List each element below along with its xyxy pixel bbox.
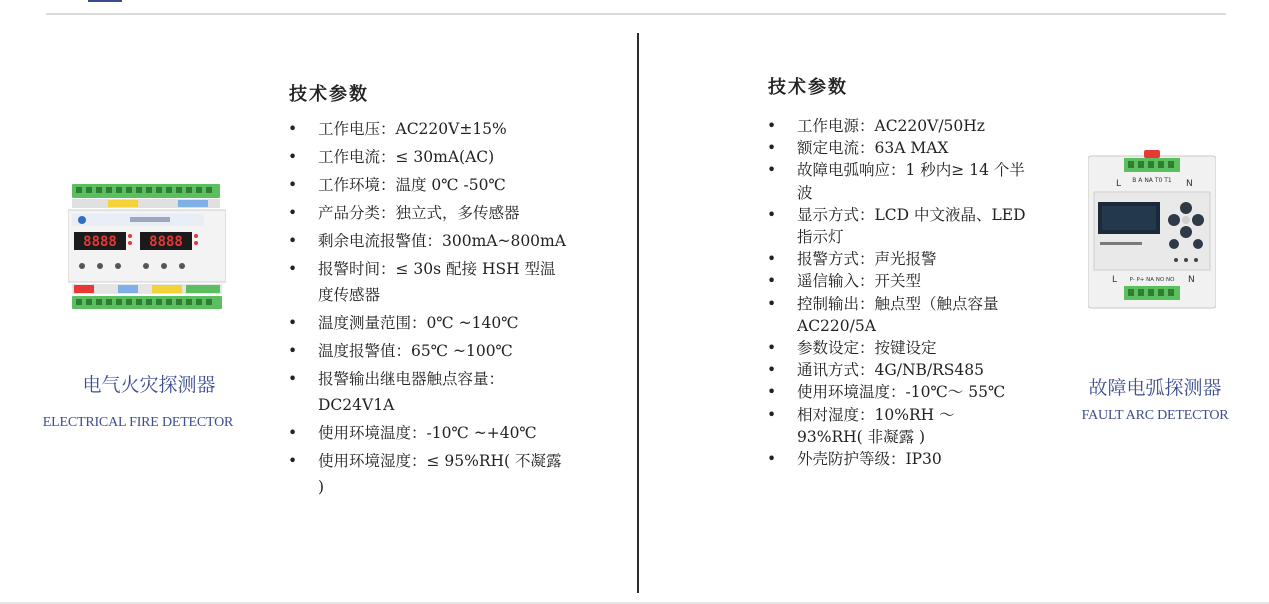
spec-item: • 产品分类：独立式，多传感器	[288, 200, 578, 226]
fault-arc-detector-image	[1088, 150, 1216, 310]
efd-display-right: 8888	[149, 234, 183, 250]
fad-terminal-bottom-label: P- P+ NA NO NO	[1129, 277, 1175, 283]
spec-item: • 工作环境：温度 0℃ -50℃	[288, 172, 578, 198]
top-tab-indicator	[88, 0, 122, 2]
spec-item: • 相对湿度：10%RH ～ 93%RH( 非凝露 )	[767, 404, 997, 448]
right-spec-list	[767, 115, 1042, 470]
efd-display-left: 8888	[83, 234, 117, 250]
fad-label-l-bottom: L	[1112, 275, 1118, 285]
right-spec-title: 技术参数	[768, 77, 848, 98]
spec-item: • 控制输出：触点型（触点容量 AC220/5A	[767, 293, 1042, 337]
left-product-name-cn: 电气火灾探测器	[82, 374, 216, 396]
spec-item: • 使用环境温度：-10℃ ~+40℃	[288, 420, 578, 446]
spec-item: • 外壳防护等级：IP30	[767, 448, 1042, 470]
right-product-name-en: FAULT ARC DETECTOR	[1081, 408, 1229, 423]
top-rule	[46, 13, 1226, 15]
spec-item: • 故障电弧响应：1 秒内≥ 14 个半波	[767, 159, 1037, 203]
spec-item: • 工作电源：AC220V/50Hz	[767, 115, 1042, 137]
fad-label-n-bottom: N	[1188, 275, 1195, 285]
spec-item: • 报警方式：声光报警	[767, 248, 1042, 270]
fad-terminal-top-label: B A NA T0 T1	[1132, 177, 1172, 184]
right-product-name-cn: 故障电弧探测器	[1088, 377, 1222, 399]
spec-item: • 报警时间：≤ 30s 配接 HSH 型温度传感器	[288, 256, 558, 308]
spec-item: • 使用环境温度：-10℃～ 55℃	[767, 381, 1042, 403]
spec-item: • 温度报警值：65℃ ~100℃	[288, 338, 578, 364]
spec-item: • 温度测量范围：0℃ ~140℃	[288, 310, 578, 336]
column-divider	[637, 33, 639, 593]
spec-item: • 工作电压：AC220V±15%	[288, 116, 578, 142]
electrical-fire-detector-image	[68, 180, 226, 315]
spec-item: • 额定电流：63A MAX	[767, 137, 1042, 159]
spec-item: • 剩余电流报警值：300mA~800mA	[288, 228, 578, 254]
fad-label-n-top: N	[1186, 179, 1193, 189]
spec-item: • 显示方式：LCD 中文液晶、LED 指示灯	[767, 204, 1037, 248]
left-spec-title: 技术参数	[289, 84, 369, 105]
spec-item: • 报警输出继电器触点容量：DC24V1A	[288, 366, 558, 418]
spec-item: • 参数设定：按键设定	[767, 337, 1042, 359]
left-spec-list	[288, 116, 578, 502]
spec-item: • 遥信输入：开关型	[767, 270, 1042, 292]
spec-item: • 使用环境湿度：≤ 95%RH( 不凝露 )	[288, 448, 568, 500]
fad-label-l-top: L	[1116, 179, 1122, 189]
spec-item: • 通讯方式：4G/NB/RS485	[767, 359, 1042, 381]
spec-item: • 工作电流：≤ 30mA(AC)	[288, 144, 578, 170]
left-product-name-en: ELECTRICAL FIRE DETECTOR	[42, 415, 234, 430]
